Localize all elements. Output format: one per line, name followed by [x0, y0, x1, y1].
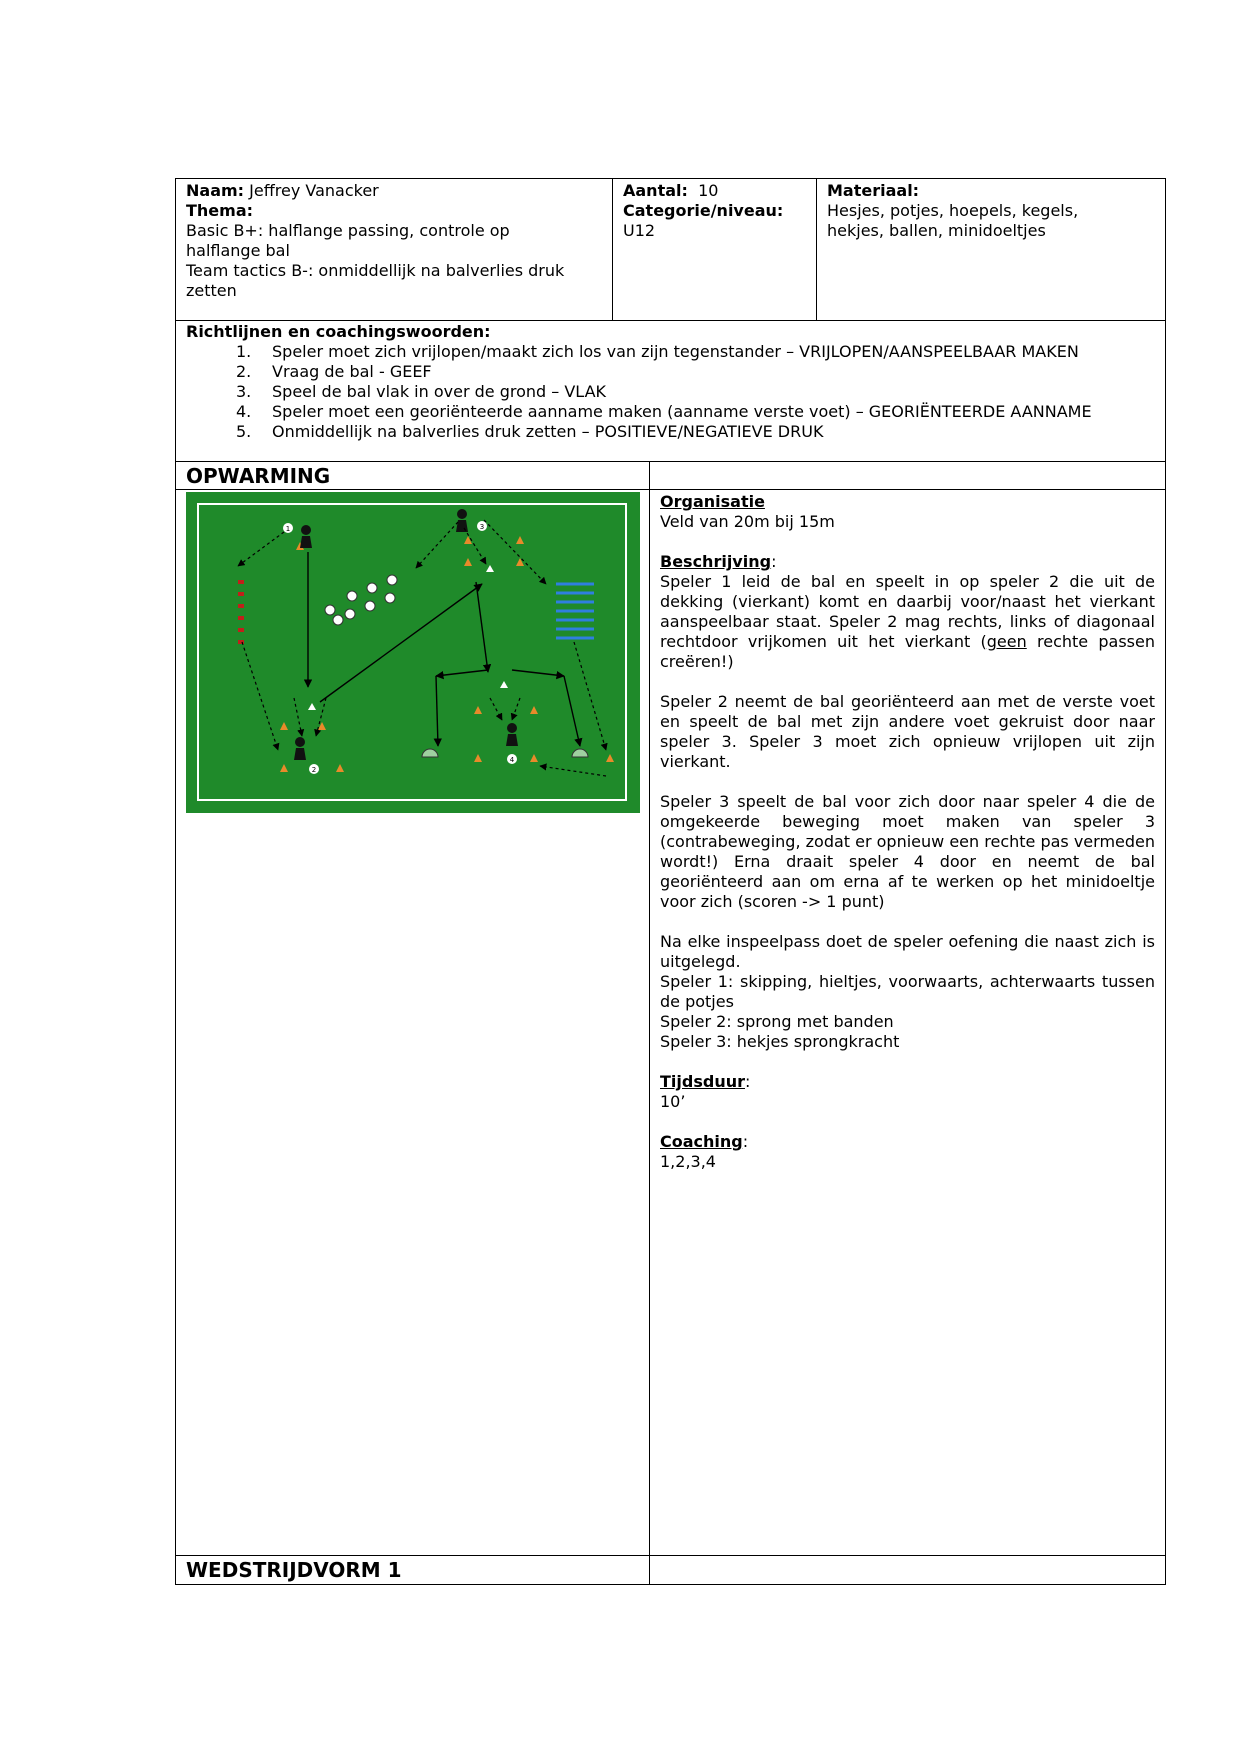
- list-item: [186, 422, 1161, 442]
- thema-line: zetten: [186, 281, 237, 300]
- player-number-1: 1: [285, 525, 291, 533]
- row-divider: [175, 1555, 1166, 1556]
- beschrijving-p1: Speler 1 leid de bal en speelt in op speler 2 die uit de dekking (vierkant) komt en daarbij voor/naast het vierkant aanspeelbaar staat. Speler 2 mag rechts, links of diagonaal rechtdoor vrijkomen uit het vierkant (: [660, 572, 1155, 651]
- categorie-value: U12: [623, 221, 656, 240]
- list-text: Speler moet zich vrijlopen/maakt zich los van zijn tegenstander – VRIJLOPEN/AANSPEELBAAR MAKEN: [272, 342, 1079, 361]
- col-divider: [649, 461, 650, 1585]
- col-divider: [816, 178, 817, 321]
- tijdsduur-value: 10’: [660, 1092, 686, 1111]
- row-divider: [175, 320, 1166, 321]
- materiaal-line: Hesjes, potjes, hoepels, kegels,: [827, 201, 1079, 220]
- aantal-label: Aantal:: [623, 181, 688, 200]
- row-divider: [175, 461, 1166, 462]
- thema-line: halflange bal: [186, 241, 290, 260]
- richtlijnen-list: [186, 342, 1161, 442]
- coaching-label: Coaching: [660, 1132, 743, 1151]
- speler3-text: Speler 3: hekjes sprongkracht: [660, 1032, 900, 1051]
- header-naam-cell: [186, 181, 606, 301]
- header-materiaal-cell: [827, 181, 1157, 241]
- list-item: [186, 382, 1161, 402]
- player-number-4: 4: [509, 756, 515, 764]
- beschrijving-p1-end: rechte passen creëren!): [660, 632, 1155, 671]
- thema-line: Basic B+: halflange passing, controle op: [186, 221, 510, 240]
- beschrijving-label: Beschrijving: [660, 552, 772, 571]
- player-number-2: 2: [311, 766, 317, 774]
- list-text: Vraag de bal - GEEF: [272, 362, 432, 381]
- header-aantal-cell: [623, 181, 813, 241]
- row-divider: [175, 489, 1166, 490]
- thema-label: Thema:: [186, 201, 254, 220]
- beschrijving-paragraph-1: [660, 572, 1155, 672]
- beschrijving-paragraph-3: Speler 3 speelt de bal voor zich door naar speler 4 die de omgekeerde beweging moet maken van speler 3 (contrabeweging, zodat er opnieuw een rechte pas vermeden wordt!) Erna draait speler 4 door en neemt de bal georiënteerd aan om erna af te werken op het minidoeltje voor zich (scoren -> 1 punt): [660, 792, 1156, 911]
- opwarming-description: Organisatie Veld van 20m bij 15m Beschrijving: Speler 1 leid de bal en speelt in op speler 2 die uit de dekking (vierkant) komt en daarbij voor/naast het vierkant aanspeelbaar staat. Speler 2 mag rechts, links of diagonaal rechtdoor vrijkomen uit het vierkant (geen rechte passen creëren!) Speler 2 neemt de bal georiënteerd aan met de verste voet en speelt de bal met zijn andere voet gekruist door naar speler 3. Speler 3 moet zich opnieuw vrijlopen uit zijn vierkant. Speler 3 speelt de bal voor zich door naar speler 4 die de omgekeerde beweging moet maken van speler 3 (contrabeweging, zodat er opnieuw een rechte pas vermeden wordt!) Erna draait speler 4 door en neemt de bal georiënteerd aan om erna af te werken op het minidoeltje voor zich (scoren -> 1 punt) Na elke inspeelpass doet de speler oefening die naast zich is uitgelegd. Speler 1: skipping, hieltjes, voorwaarts, achterwaarts tussen de potjes Speler 2: sprong met banden Speler 3: hekjes sprongkracht Tijdsduur: 10’ Coaching: 1,2,3,4: [660, 492, 1156, 1171]
- ladder-icon: [556, 584, 594, 638]
- speler1-text: Speler 1: skipping, hieltjes, voorwaarts, achterwaarts tussen de potjes: [660, 972, 1155, 1011]
- list-number: 4.: [236, 402, 252, 421]
- beschrijving-paragraph-2: Speler 2 neemt de bal georiënteerd aan met de verste voet en speelt de bal met zijn andere voet gekruist door naar speler 3. Speler 3 moet zich opnieuw vrijlopen uit zijn vierkant.: [660, 692, 1155, 771]
- list-number: 3.: [236, 382, 252, 401]
- tijdsduur-label: Tijdsduur: [660, 1072, 745, 1091]
- wedstrijdvorm-title: WEDSTRIJDVORM 1: [186, 1558, 402, 1582]
- organisatie-text: Veld van 20m bij 15m: [660, 512, 835, 531]
- list-number: 5.: [236, 422, 252, 441]
- drill-diagram: [186, 492, 640, 813]
- beschrijving-paragraph-4: Na elke inspeelpass doet de speler oefening die naast zich is uitgelegd.: [660, 932, 1155, 971]
- list-number: 2.: [236, 362, 252, 381]
- col-divider: [612, 178, 613, 321]
- list-number: 1.: [236, 342, 252, 361]
- opwarming-title: OPWARMING: [186, 464, 331, 488]
- player-number-3: 3: [479, 523, 485, 531]
- richtlijnen-title: Richtlijnen en coachingswoorden:: [186, 322, 491, 341]
- beschrijving-underlined-word: geen: [986, 632, 1027, 651]
- categorie-label: Categorie/niveau:: [623, 201, 784, 220]
- materiaal-label: Materiaal:: [827, 181, 920, 200]
- organisatie-label: Organisatie: [660, 492, 765, 511]
- pitch-background: [186, 492, 640, 813]
- coaching-value: 1,2,3,4: [660, 1152, 716, 1171]
- list-text: Speel de bal vlak in over de grond – VLAK: [272, 382, 607, 401]
- speler2-text: Speler 2: sprong met banden: [660, 1012, 894, 1031]
- list-text: Onmiddellijk na balverlies druk zetten – POSITIEVE/NEGATIEVE DRUK: [272, 422, 824, 441]
- thema-line: Team tactics B-: onmiddellijk na balverlies druk: [186, 261, 565, 280]
- list-item: [186, 402, 1161, 422]
- naam-value: Jeffrey Vanacker: [249, 181, 379, 200]
- materiaal-line: hekjes, ballen, minidoeltjes: [827, 221, 1046, 240]
- aantal-value: 10: [698, 181, 719, 200]
- naam-label: Naam:: [186, 181, 245, 200]
- list-item: [186, 362, 1161, 382]
- list-text: Speler moet een georiënteerde aanname maken (aanname verste voet) – GEORIËNTEERDE AANNAME: [272, 402, 1092, 421]
- list-item: [186, 342, 1161, 362]
- richtlijnen-cell: [186, 322, 1161, 442]
